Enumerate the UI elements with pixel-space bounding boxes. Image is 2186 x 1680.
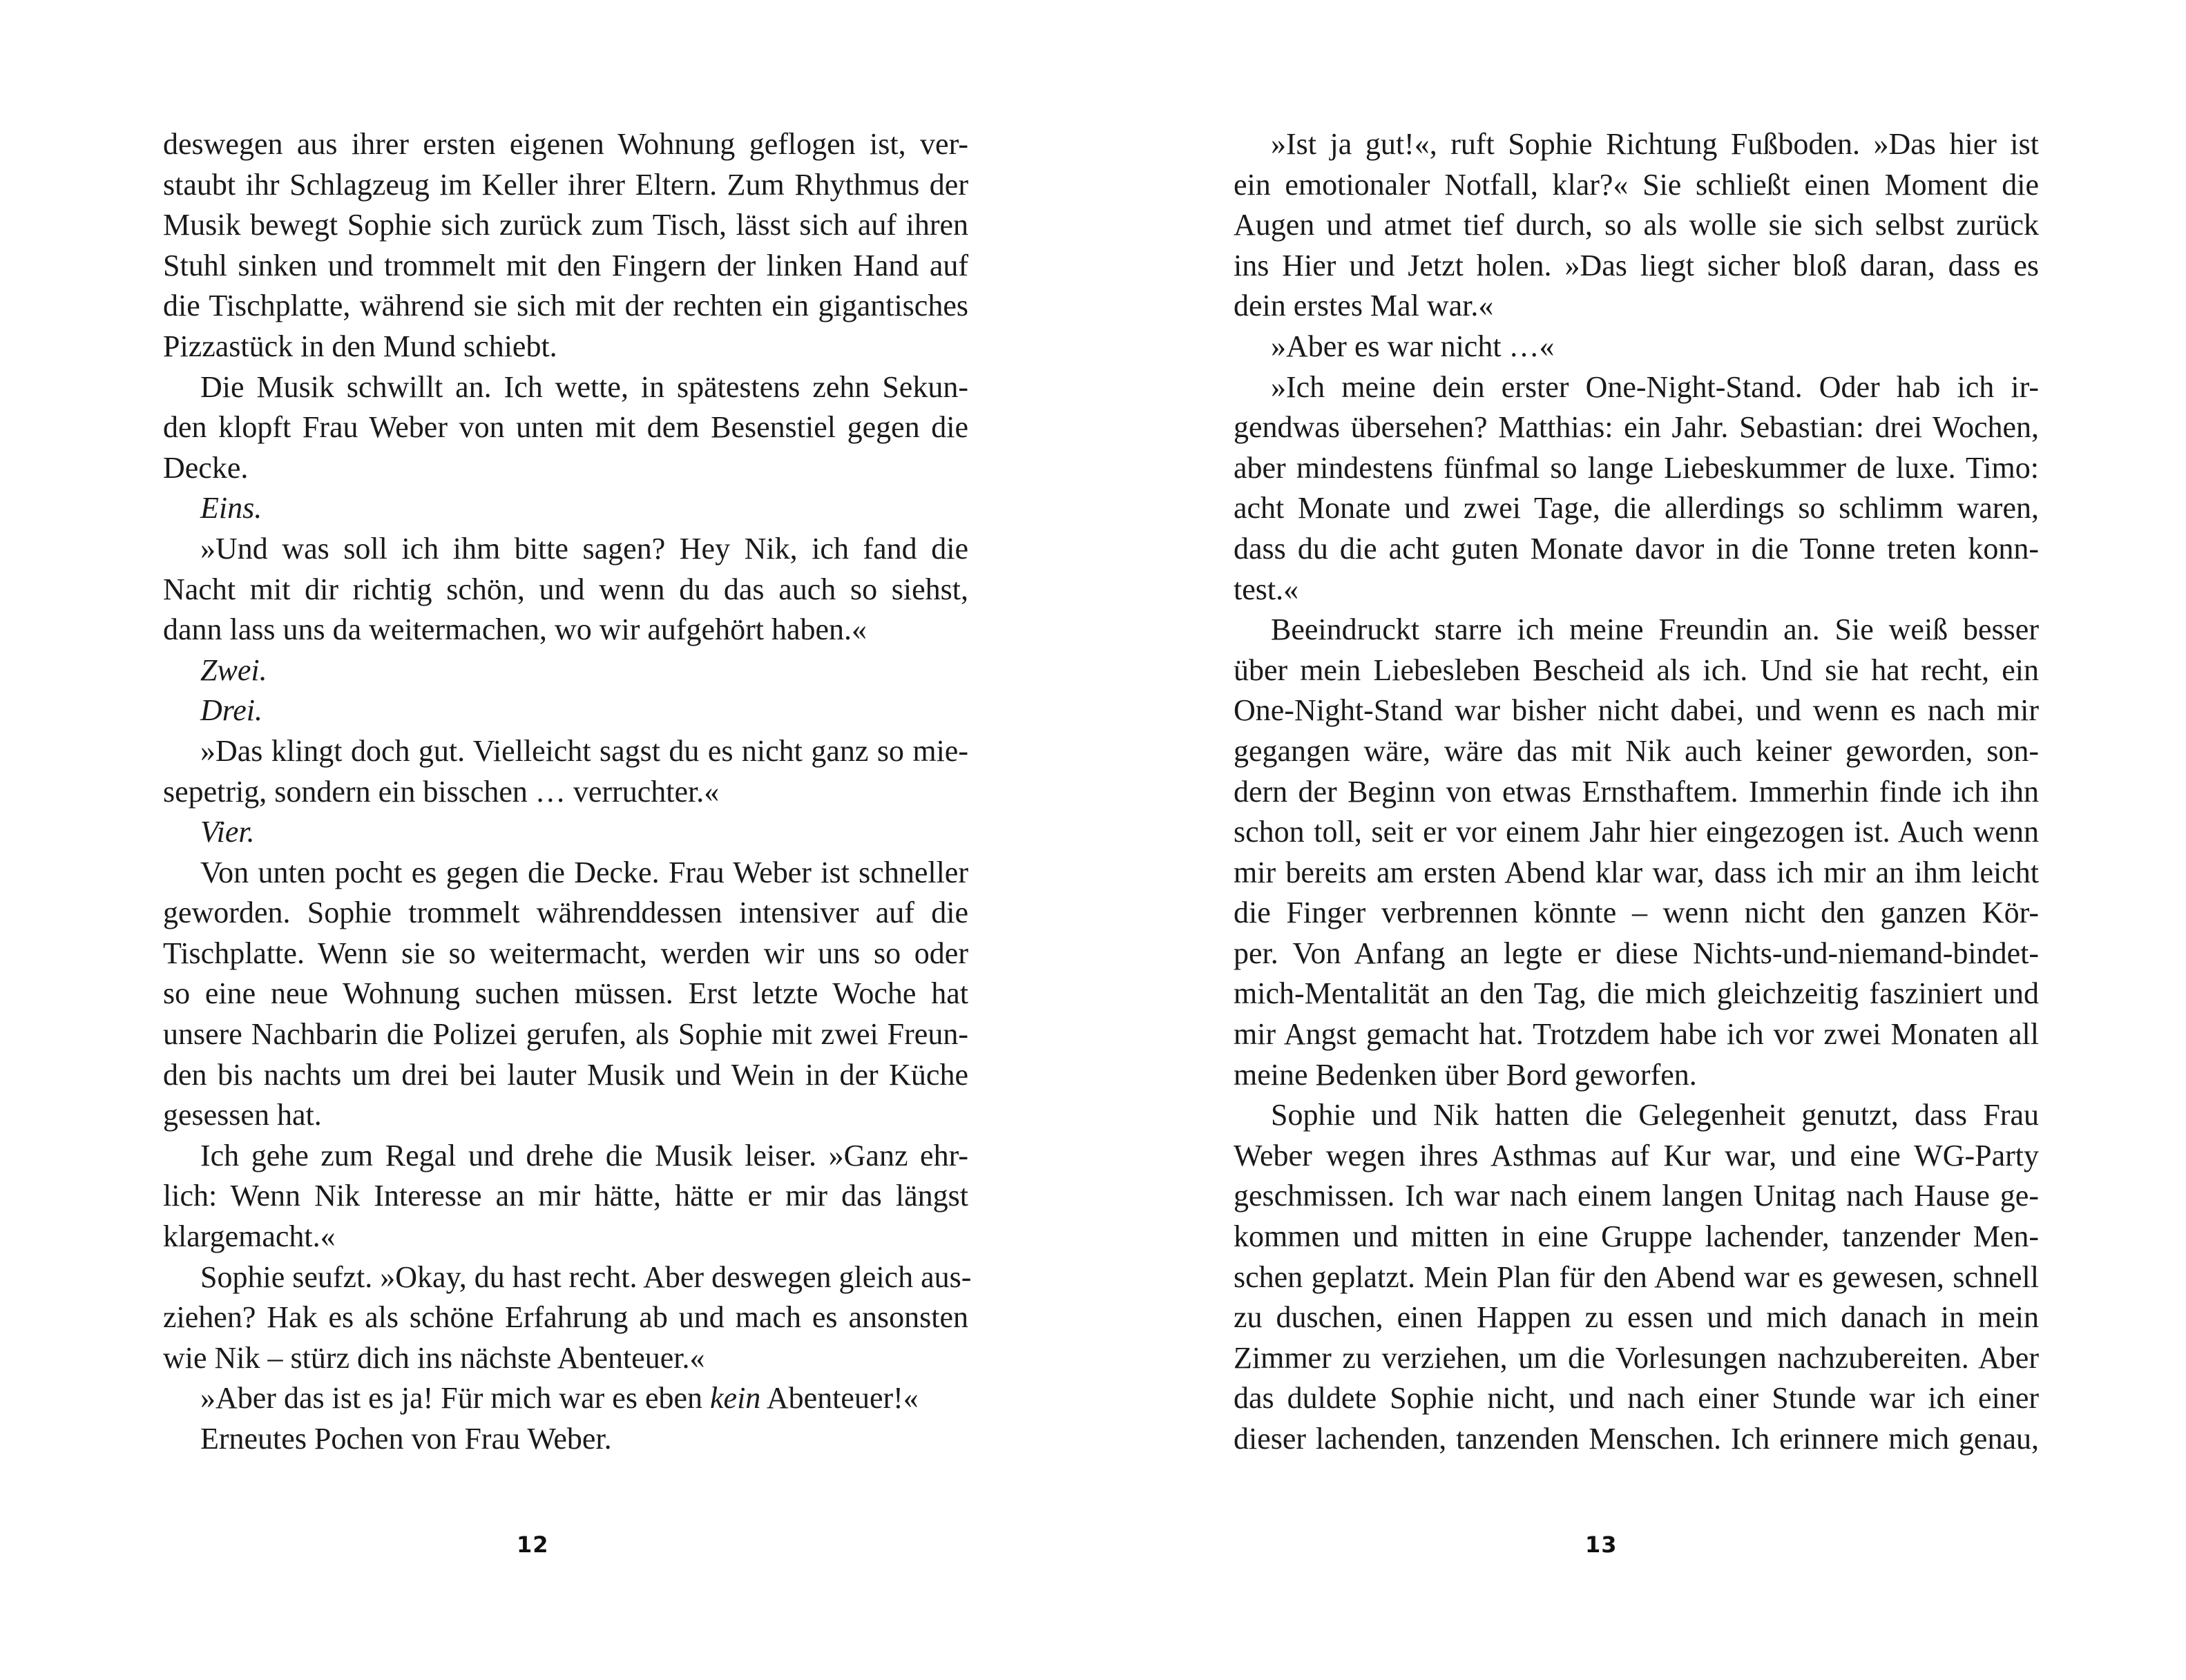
text-line: »Ich meine dein erster One-Night-Stand. Oder hab ich ir- [1271,369,2039,404]
text-line: mir Angst gemacht hat. Trotzdem habe ich vor zwei Monaten all [1234,1017,2039,1052]
text-line: gesessen hat. [163,1098,322,1132]
right-page-text [1234,124,2039,1460]
text-line: dein erstes Mal war.« [1234,289,1494,323]
emphasized-word: kein [710,1381,761,1416]
text-line: gegangen wäre, wäre das mit Nik auch keiner geworden, son- [1234,733,2039,768]
text-line: Nacht mit dir richtig schön, und wenn du das auch so siehst, [163,572,968,606]
text-line: schen geplatzt. Mein Plan für den Abend war es gewesen, schnell [1234,1259,2039,1294]
text-line: dann lass uns da weitermachen, wo wir aufgehört haben.« [163,612,867,647]
text-line: den bis nachts um drei bei lauter Musik und Wein in der Küche [163,1057,968,1092]
text-line: mir bereits am ersten Abend klar war, dass ich mir an ihm leicht [1234,855,2039,889]
text-line: gendwas übersehen? Matthias: ein Jahr. Sebastian: drei Wochen, [1234,410,2039,445]
text-line: Decke. [163,450,249,485]
page-number: 12 [517,1532,549,1558]
text-line: lich: Wenn Nik Interesse an mir hätte, hätte er mir das längst [163,1179,968,1213]
text-line: Vier. [200,815,255,849]
text-line: Die Musik schwillt an. Ich wette, in spätestens zehn Sekun- [200,369,968,404]
text-line: ein emotionaler Notfall, klar?« Sie schließt einen Moment die [1234,167,2039,202]
text-line: dieser lachenden, tanzenden Menschen. Ich erinnere mich genau, [1234,1422,2039,1456]
text-line: Drei. [200,693,263,728]
left-page-text [163,124,972,1460]
text-line: test.« [1234,572,1299,606]
text-line: Musik bewegt Sophie sich zurück zum Tisch, lässt sich auf ihren [163,208,968,242]
text-line: ziehen? Hak es als schöne Erfahrung ab und mach es ansonsten [163,1300,968,1335]
text-line: Weber wegen ihres Asthmas auf Kur war, und eine WG-Party [1234,1138,2039,1172]
text-line: die Tischplatte, während sie sich mit der rechten ein gigantisches [163,289,968,323]
page-number: 13 [1585,1532,1618,1558]
text-line: die Finger verbrennen könnte – wenn nicht den ganzen Kör- [1234,896,2039,930]
text-line [163,1378,968,1419]
text-line: staubt ihr Schlagzeug im Keller ihrer Eltern. Zum Rhythmus der [163,167,968,202]
text-line: Augen und atmet tief durch, so als wolle sie sich selbst zurück [1234,208,2039,242]
text-line: Tischplatte. Wenn sie so weitermacht, werden wir uns so oder [163,936,968,970]
text-line: über mein Liebesleben Bescheid als ich. Und sie hat recht, ein [1234,653,2039,687]
text-line: acht Monate und zwei Tage, die allerdings so schlimm waren, [1234,491,2039,525]
text-line: Beeindruckt starre ich meine Freundin an. Sie weiß besser [1271,612,2039,647]
text-line: Von unten pocht es gegen die Decke. Frau Weber ist schneller [200,855,968,889]
text-line: sepetrig, sondern ein bisschen … verruchter.« [163,774,720,809]
text-segment: Abenteuer!« [760,1381,919,1416]
text-segment: »Aber das ist es ja! Für mich war es eben [200,1381,711,1416]
text-line: meine Bedenken über Bord geworfen. [1234,1057,1697,1092]
text-line: Erneutes Pochen von Frau Weber. [200,1422,612,1456]
text-line: Zwei. [200,653,267,687]
text-line: kommen und mitten in eine Gruppe lachender, tanzender Men- [1234,1219,2039,1254]
text-line: Stuhl sinken und trommelt mit den Fingern der linken Hand auf [163,248,968,282]
text-line: ins Hier und Jetzt holen. »Das liegt sicher bloß daran, dass es [1234,248,2039,282]
text-line: geworden. Sophie trommelt währenddessen intensiver auf die [163,896,968,930]
text-line: Sophie seufzt. »Okay, du hast recht. Aber deswegen gleich aus- [200,1259,972,1294]
text-line: Sophie und Nik hatten die Gelegenheit genutzt, dass Frau [1271,1098,2039,1132]
text-line: Pizzastück in den Mund schiebt. [163,329,557,363]
text-line: dern der Beginn von etwas Ernsthaftem. Immerhin finde ich ihn [1234,774,2039,809]
text-line: »Und was soll ich ihm bitte sagen? Hey Nik, ich fand die [200,531,968,566]
text-line: Ich gehe zum Regal und drehe die Musik leiser. »Ganz ehr- [200,1138,968,1172]
text-line: deswegen aus ihrer ersten eigenen Wohnung geflogen ist, ver- [163,127,968,161]
text-line: »Das klingt doch gut. Vielleicht sagst du es nicht ganz so mie- [200,733,968,768]
text-line: wie Nik – stürz dich ins nächste Abenteuer.« [163,1340,705,1375]
text-line: so eine neue Wohnung suchen müssen. Erst letzte Woche hat [163,976,968,1011]
text-line: das duldete Sophie nicht, und nach einer Stunde war ich einer [1234,1381,2039,1416]
text-line: klargemacht.« [163,1219,336,1254]
text-line: mich-Mentalität an den Tag, die mich gleichzeitig fasziniert und [1234,976,2039,1011]
text-line: »Aber es war nicht …« [1271,329,1555,363]
text-line: unsere Nachbarin die Polizei gerufen, als Sophie mit zwei Freun- [163,1017,968,1052]
text-line: per. Von Anfang an legte er diese Nichts-und-niemand-bindet- [1234,936,2039,970]
text-line: geschmissen. Ich war nach einem langen Unitag nach Hause ge- [1234,1179,2039,1213]
text-line: »Ist ja gut!«, ruft Sophie Richtung Fußboden. »Das hier ist [1271,127,2039,161]
text-line: zu duschen, einen Happen zu essen und mich danach in mein [1234,1300,2039,1335]
text-line: Eins. [200,491,262,525]
text-line: den klopft Frau Weber von unten mit dem Besenstiel gegen die [163,410,968,445]
text-line: aber mindestens fünfmal so lange Liebeskummer de luxe. Timo: [1234,450,2039,485]
text-line: schon toll, seit er vor einem Jahr hier eingezogen ist. Auch wenn [1234,815,2039,849]
text-line: Zimmer zu verziehen, um die Vorlesungen nachzubereiten. Aber [1234,1340,2039,1375]
text-line: One-Night-Stand war bisher nicht dabei, und wenn es nach mir [1234,693,2039,728]
text-line: dass du die acht guten Monate davor in die Tonne treten konn- [1234,531,2039,566]
right-page [1093,0,2186,1680]
